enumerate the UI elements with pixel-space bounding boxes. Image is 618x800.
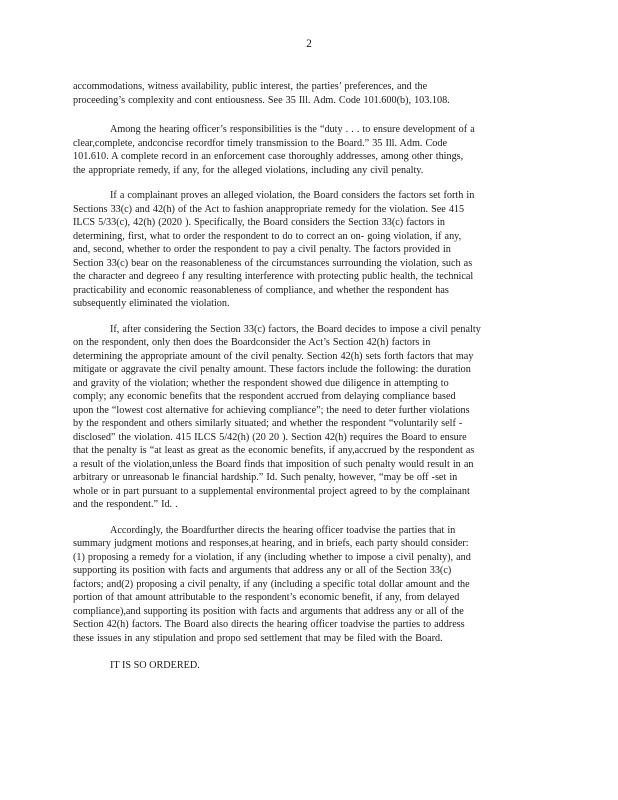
text-line: upon the “lowest cost alternative for achieving compliance”; the need to deter further violations xyxy=(73,404,470,416)
text-line: ILCS 5/33(c), 42(h) (2020 ). Specifically, the Board considers the Section 33(c) factors in xyxy=(73,217,445,228)
text-line: factors; and(2) proposing a civil penalty, if any (including a specific total dollar amount and the xyxy=(73,578,470,590)
text-line: If a complainant proves an alleged violation, the Board considers the factors set forth in xyxy=(110,190,475,201)
text-line: whole or in part pursuant to a supplemental environmental project agreed to by the complainant xyxy=(73,485,470,497)
text-line: Among the hearing officer’s responsibilities is the “duty . . . to ensure development of a xyxy=(110,124,475,135)
paragraph xyxy=(73,189,533,311)
text-line: that the penalty is “at least as great as the economic benefits, if any,accrued by the respondent as xyxy=(73,445,475,456)
paragraph xyxy=(73,524,533,646)
text-line: portion of that amount attributable to the respondent’s economic benefit, if any, from delayed xyxy=(73,592,460,603)
text-line: comply; any economic benefits that the respondent accrued from delaying compliance based xyxy=(73,391,456,402)
text-line: compliance),and supporting its position with facts and arguments that address any or all of the xyxy=(73,605,464,617)
text-line: a result of the violation,unless the Board finds that imposition of such penalty would result in an xyxy=(73,458,474,470)
text-line: (1) proposing a remedy for a violation, if any (including whether to impose a civil penalty), and xyxy=(73,551,471,563)
text-line: 101.610. A complete record in an enforcement case thoroughly addresses, among other things, xyxy=(73,151,464,162)
text-line: on the respondent, only then does the Boardconsider the Act’s Section 42(h) factors in xyxy=(73,337,431,348)
text-line: determining the appropriate amount of the civil penalty. Section 42(h) sets forth factors that may xyxy=(73,350,474,362)
text-line: the appropriate remedy, if any, for the alleged violations, including any civil penalty. xyxy=(73,164,424,176)
page-number: 2 xyxy=(306,38,312,50)
text-line: accommodations, witness availability, public interest, the parties’ preferences, and the xyxy=(73,81,428,92)
text-line: clear,complete, andconcise recordfor timely transmission to the Board.” 35 Ill. Adm. Code xyxy=(73,137,447,149)
text-line: If, after considering the Section 33(c) factors, the Board decides to impose a civil penalty xyxy=(110,323,481,335)
text-line: Accordingly, the Boardfurther directs the hearing officer toadvise the parties that in xyxy=(110,524,456,536)
text-line: Section 33(c) bear on the reasonableness of the circumstances surrounding the violation, such as xyxy=(73,257,473,269)
paragraph xyxy=(73,323,533,512)
text-line: by the respondent and others similarly situated; and whether the respondent “voluntarily self - xyxy=(73,418,463,429)
text-line: practicability and economic reasonableness of compliance, and whether the respondent has xyxy=(73,284,449,296)
text-line: arbitrary or unreasonab le financial hardship.” Id. Such penalty, however, “may be off -set in xyxy=(73,472,458,483)
document-body xyxy=(73,80,533,673)
text-line: proceeding’s complexity and cont entiousness. See 35 Ill. Adm. Code 101.600(b), 103.108. xyxy=(73,94,450,106)
paragraph xyxy=(73,123,533,177)
text-line: disclosed” the violation. 415 ILCS 5/42(h) (20 20 ). Section 42(h) requires the Board to ensure xyxy=(73,431,467,443)
text-line: Sections 33(c) and 42(h) of the Act to fashion anappropriate remedy for the violation. See 415 xyxy=(73,203,465,215)
text-line: and the respondent.” Id. . xyxy=(73,499,178,510)
text-line: the character and degreeo f any resulting interference with protecting public health, the technical xyxy=(73,271,474,282)
text-line: Section 42(h) factors. The Board also directs the hearing officer toadvise the parties to address xyxy=(73,619,465,630)
text-line: supporting its position with facts and arguments that address any or all of the Section 33(c) xyxy=(73,565,452,576)
text-line: and gravity of the violation; whether the respondent showed due diligence in attempting to xyxy=(73,377,449,389)
text-line: summary judgment motions and responses,at hearing, and in briefs, each party should consider: xyxy=(73,538,469,549)
text-line: determining, first, what to order the respondent to do to correct an on- going violation, if any, xyxy=(73,230,462,242)
text-line: mitigate or aggravate the civil penalty amount. These factors include the following: the duration xyxy=(73,364,471,375)
text-line: these issues in any stipulation and propo sed settlement that may be filed with the Board. xyxy=(73,632,443,644)
text-line: subsequently eliminated the violation. xyxy=(73,298,230,309)
text-line: and, second, whether to order the respondent to pay a civil penalty. The factors provided in xyxy=(73,244,451,255)
closing-statement: IT IS SO ORDERED. xyxy=(110,660,200,671)
paragraph xyxy=(73,80,533,107)
